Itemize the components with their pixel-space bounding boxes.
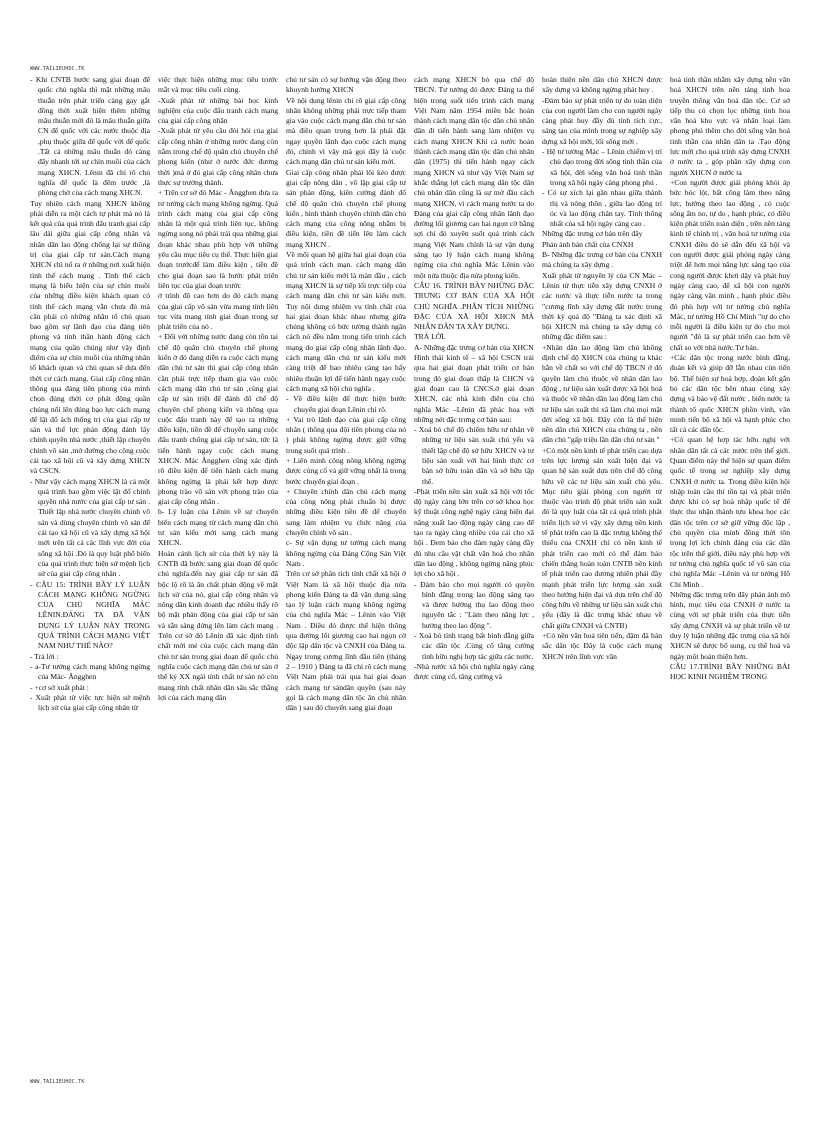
paragraph: - a-Tư tưởng cách mạng không ngừng của Mác- Ăngghen (30, 661, 150, 682)
column-2 (158, 75, 278, 1075)
paragraph: -Xuất phát từ yêu cầu đòi hỏi của giai cấp công nhân ở những nước đang còn nằm trong chế độ quân chủ chuyên chế phong kiến (như ở nước đức đương thời )mà ở đó giai cấp công nhân chưa thực sự trưởng thành. (158, 126, 278, 187)
paragraph: + Vai trò lãnh đạo của giai cấp công nhân ( thông qua đội tiên phong của nó ) phải không ngừng được giữ vững trong suốt quá trình . (286, 414, 406, 455)
paragraph: hoá tinh thần nhằm xây dựng nền văn hoá XHCN trên nền tảng tinh hoa truyền thống văn hoá dân tộc. Cơ sở tiếp thu có chọn lọc những tinh hoa văn hoá khu vực và nhân loại làm phong phú thêm cho đời sống văn hoá tinh thần của nhân dân ta .Tạo động lực mới cho quá trình xây dựng CNXH ở nước ta , góp phần xây dựng con người XHCN ở nước ta (670, 75, 790, 177)
paragraph: việc thực hiện những mục tiêu trước mắt và mục tiêu cuối cùng. (158, 75, 278, 95)
paragraph: c- Sự vận dụng tư tưởng cách mạng không ngừng của Đảng Cộng Sản Việt Nam . (286, 538, 406, 568)
paragraph: +Có nền văn hoá tiên tiến, đậm đà bản sắc dân tộc Đây là cuộc cách mạng XHCN trên lĩnh vực văn (542, 631, 662, 661)
paragraph: - Trả lời : (30, 651, 59, 661)
paragraph: - Hệ tư tưởng Mác – Lênin chiếm vị trí chủ đạo trong đời sống tinh thần của xã hội, đời sống văn hoá tinh thần trong xã hội ngày càng phong phú . (542, 147, 662, 187)
paragraph: - Xuất phát từ việc tực hiện sứ mệnh lịch sử của giai cấp công nhân từ (30, 692, 150, 713)
paragraph: + Liên minh công nông không ngừng được củng cố và giữ vững nhất là trong bước chuyển giai đoạn . (286, 455, 406, 486)
paragraph: - Xoá bỏ tình trạng bất bình đẳng giữa các dân tộc .Củng cố tăng cường tình hữu nghị hợp tác giữa các nước. (414, 631, 534, 661)
paragraph: b- Lý luận của Lênin về sự chuyển biến cách mạng từ cách mạng dân chủ tư sản kiểu mới sang cách mạng XHCN. (158, 507, 278, 548)
paragraph: Hình thái kinh tế – xã hội CSCN trải qua hai giai đoạn phát triển cơ bản trong đó giai đoạn thấp là CHCN và giai đoạn cao là CNCS.ở giai đoạn XHCN, các nhà kinh điển của chủ nghĩa Mác –Lênin đã phác hoạ với những nét đặc trưng cơ bản sau: (414, 353, 534, 424)
paragraph: + Trên cơ sở đó Mác - Ăngghen đưa ra tư tưởng cách mạng không ngừng. Quá trình cách mạng của giai cấp công nhân là một quá trình liên tục, không ngừng song nó phải trải qua những giai đoạn khác nhau phù hợp với những yêu cầu mục tiêu cụ thể. Thực hiện giai đoạn trướcđể làm điều kiện , tiền đề cho giai đoạn sau là bước phát triển liên tục của giai đoạn trước (158, 188, 278, 290)
paragraph: Về mối quan hệ giữa hai giai đoạn của quá trình cách mạn. cách mạng dân chủ tư sản kiểu mới là màn đầu , cách mạng XHCN là sự tiếp lối trực tiếp của cách mạng dân chủ tư sản kiểu mới. Tuy nội dung nhiệm vụ tính chất của hai giai đoạn khác nhau nhưng giữa chúng không có bức tường thành ngăn cách nó đều nằm trong tiến trình cách mạng do giai cấp công nhân lãnh đạo. cách mạng dân chủ tư sản kiểu mới càng triệt để bao nhiêu càng tạo bấy nhiêu thuận lợi để tiến hành ngay cuộc cách mạng xã hội chủ nghĩa . (286, 250, 406, 393)
paragraph: -Nhà nước xã hội chủ nghĩa ngày càng được củng cố, tăng cường và (414, 661, 534, 682)
paragraph: Về nội dung lênin chỉ rõ giai cấp công nhân không những phải trực tiếp tham gia vào cuộc cách mạng dân chủ tư sản mà điều quan trọng hơn là phải đặt ngay quyền lãnh đạo cuộc cách mạng đó, chính vì vậy mà gọi đây là cuộc cách mạng dân chủ tư sản kiểu mới. (286, 95, 406, 167)
paragraph: + Đối với những nước đang còn tồn tại chế độ quân chủ chuyên chế phong kiến ở đó đang diễn ra cuộc cách mạng dân chủ tư sản thì giai cấp công nhân cần phải trực tiếp tham gia vào cuộc cách mạng dân chủ tư sản ,cùng giai cấp tư sản triệt để đánh đổ chế độ chuyên chế phong kiến và thông qua cuộc đấu tranh này để tạo ra những điều kiện, tiền đề để chuyển sang cuộc đấu tranh chống giai cấp tư sản, tức là tiến hành ngay cuộc cách mạng XHCN. Mác Ăngghen cũng xác định rõ điều kiện để tiến hành cách mạng không ngừng là phải kết hợp được phong trào vô sản với phong trào của giai cấp công nhân . (158, 332, 278, 507)
paragraph: -Xuất phát từ những bài học kinh nghiệm của cuộc đấu tranh cách mạng của giai cấp công nhân (158, 95, 278, 126)
paragraph: Giai cấp công nhân phải lôi kéo được giai cấp nông dân , vô lập giai cấp tư sản phản động, kiên cường đánh đổ chế độ quân chủ chuyên chế phong kiến , hình thành chuyên chính dân chủ cách mạng của công nông nhằm bị điều kiện, tiền đề tiến lên làm cách mạng XHCN . (286, 167, 406, 249)
paragraph: Trên cơ sở phân tích tính chất xã hội ở Việt Nam là xã hội thuộc địa nửa phong kiến Đảng ta đã vận dụng sáng tạo lý luận cách mạng không ngừng của chủ nghĩa Mác – Lênin vào Việt Nam . Điều đó được thể hiện thông qua đường lối giương cao hai ngọn cờ độc lập dân tộc và CNXH của Đảng ta. Ngay trong cương lĩnh đầu tiên (tháng 2 – 1910 ) Đảng ta đã chỉ rõ cách mạng Việt Nam phải trải qua hai giai đoạn cách mạng tư sảndân quyền (sau này gọi là cách mạng dân tộc ân chủ nhân dân ) sau đó chuyển sang giai đoạn (286, 569, 406, 713)
paragraph: B- Những đặc trưng cơ bản của CNXH mà chúng ta xây dựng . (542, 250, 662, 270)
paragraph: Những đặc trưng cơ bản trên đây (542, 229, 643, 239)
paragraph: Tuy nhiên cách mạng XHCN không phải diễn ra một cách tự phát mà nó là kết quả của quá trình đấu tranh giai cấp lâu dài giữa giai cấp công nhân và nhân dân lao động chống lại sự thống trị của giai cấp tư sản.Cách mạng XHCN chỉ nổ ra ở những nơi xuất hiện tình thế cách mạng . Tình thế cách mạng là biểu hiện của sự chín muồi của những điều kiện khách quan có tính thế cách mạng vẫn chưa đủ mà cần phải có những nhân tố chủ quan bao gồm sự lãnh đạo của đảng tiên phong và tính thần hành động cách mạng của quần chúng như vậy định điểm của sự chín muồi của những nhân tố khách quan và chủ quan sẽ dựa đến thời cơ cách mạng. Giai cấp công nhân thông qua đảng tiên phong của mình chọn đúng thời cơ phát động quần chúng nổi lên đúng bạo lực cách mạng để lật đổ ách thống trị của giai cấp tư sản và thể lực phản động đánh lấy chính quyền nhà nước ,thiết lập chuyên chính vô sản ,mở đường cho công cuộc cải tạo xã hội cũ và xây dựng XHCN và CSCN. (30, 198, 150, 476)
watermark-top: WWW.TAILIEUHOC.TK (30, 66, 85, 72)
paragraph: - CÂU 15: TRÌNH BẦY LÝ LUẬN CÁCH MẠNG KHÔNG NGỪNG CỦA CHỦ NGHĨA MÁC LÊNIN.ĐẢNG TA ĐÃ VẬN DỤNG LÝ LUẬN NÀY TRONG QUÁ TRÌNH CÁCH MẠNG VIỆT NAM NHƯ THẾ NÀO? (30, 579, 150, 651)
watermark-bottom: WWW.TAILIEUHOC.TK (30, 1079, 85, 1085)
paragraph: CÂU 16. TRÌNH BÀY NHỮNG ĐẶC TRƯNG CƠ BẢN CỦA XÃ HỘI CHỦ NGHĨA .PHÂN TÍCH NHỮNG ĐẶC CỦA XÃ HỘI XHCN MÀ NHÂN DÂN TA XÂY DỰNG. (414, 280, 534, 332)
paragraph: Phản ánh bản chất của CNXH (542, 239, 634, 249)
column-3 (286, 75, 406, 1075)
paragraph: Hoàn cảnh lịch sử của thời kỳ này là CNTB đã bước sang giai đoạn đế quốc chủ nghĩa.đến nay giai cấp tư sản đã bộc lộ rõ là ăn chất phản động về mặt lịch sử của nó, giai cấp công nhân và nông dân kinh doanh đạc nhiều thấy rõ bộ mặt phản động của giai cấp tư sản và sẵn sàng đứng lên làm cách mạng . Trên cơ sở đó Lênin đã xác định tính chất mới mẻ của cuộc cách mạng dân chủ tư sản trong giai đoạn đế quốc chủ nghĩa cuộc cách mạng dân chủ tư sản ở thế kỷ XX ngài tính chất tư sản nó còn mang tính chất nhân dân sâu sắc thắng lợi của cách mạng dân (158, 548, 278, 702)
paragraph: -Phát triển nền sản xuất xã hội với tốc độ ngày càng lớn trên cơ sở khoa học kỹ thuật công nghệ ngày càng hiện đại năng xuất lao động ngày càng cao để tạo ra ngày càng nhiều của cải cho xã hội . Đem bảo cho đảm ngày càng đầy đủ nhu cầu vật chất văn hoá cho nhân dân lao động , không ngừng nâng phúc lợi cho xã hội . (414, 486, 534, 579)
paragraph: -Đảm bảo sự phát triển tự do toàn diện của con người làm cho con người ngày càng phát huy đầy đủ tính tích cực, sáng tạo của mình trong sự nghiệp xây dựng xã hội mới, lối sống mới . (542, 95, 662, 146)
paragraph: Xuất phát từ nguyên lý của CN Mác – Lênin từ thực tiễn xây dựng CNXH ở các nước và thực tiễn nước ta trong "cương lĩnh xây dựng đất nước trong thời kỳ quá độ "Đảng ta xác định xã hội XHCN mà chúng ta xây dựng có những đặc điểm sau : (542, 270, 662, 342)
column-6 (670, 75, 790, 1075)
paragraph: - Về điều kiện để thực hiện bước chuyển giai đoạn Lênin chỉ rõ. (286, 394, 406, 414)
column-5 (542, 75, 662, 1075)
paragraph: +Nhân dân lao động làm chủ không định chế độ XHCN của chúng ta khác hẳn về chất so với chế độ TBCN ở đó quyền làm chủ thuộc về nhân dân lao động , tư liệu sản xuất được xã hội hoá và thuộc về nhân dân lao động làm chủ tư liệu sản xuất thì xã làm chủ mọi mặt đời sống xã hội. Đây còn là thể hiện nền dân chủ XHCN của chúng ta , nền dân chủ "gấp triệu lần dân chủ tư sản " (542, 342, 662, 445)
paragraph: A- Những đặc trưng cơ bản của XHCN (414, 342, 534, 352)
document-columns (30, 75, 790, 1075)
column-1 (30, 75, 150, 1075)
paragraph: +Có quan hệ hợp tác hữu nghị với nhân dân tất cả các nước trên thế giới. Quan điểm này thể hiện sự quan điểm quốc tế trong sự nghiệp xây dựng CNXH ở nước ta. Trong điều kiện hội nhập toàn cầu thì tồn tại và phát triển được khi có sự hoà nhập quốc tế để thực thu nhận thành tựu khoa học các dân tộc trên cơ sở giữ vững độc lập , chủ quyền của mình đồng thời tôn trọng lợi ích chính đáng của các dân tộc trên thế giới, điều này phù hợp với tư tưởng chủ nghĩa quốc tế vô sản của chủ nghĩa Mác –Lênin và tư tưởng Hồ Chí Minh . (670, 435, 790, 589)
paragraph: - Khi CNTB bước sang giai đoạn đế quốc chủ nghĩa thì mặt những mâu thuẫn trên phát triển càng gay gắt đồng thời xuất hiện thêm những mâu thuẫn mới đó là mâu thuẫn giữa CN đế quốc với các nước thuộc địa ,phụ thuộc giữa đế quốc với đế quốc .Tất cả những mâu thuẫn đó càng đẩy nhanh tới sự chín muồi của cách mạng XHCN. Lênin đã chỉ rõ chủ nghĩa đế quốc là đêm trước ,là phòng chờ của cách mạng XHCN. (30, 75, 150, 198)
paragraph: - Như vậy cách mạng XHCN là cả một quá trình bao gồm việc lật đổ chính quyền nhà nước của giai cấp tư sản . Thiết lập nhà nước chuyên chính vô sản và dùng chuyên chính vô sản để cải tạo xã hội cũ và xây dựng xã hội mới trên tất cả các lĩnh vực đời của sống xã hội .Đó là quy luật phổ biến của quá trình thực hiện sứ mệnh lịch sử của giai cấp công nhân . (30, 476, 150, 579)
paragraph: CÂU 17.TRÌNH BẦY NHỮNG BÀI HỌC KINH NGHIỆM TRONG (670, 661, 790, 682)
paragraph: chủ tư sản có sự hướng vận động theo khuynh hướng XHCN (286, 75, 406, 95)
paragraph: cách mạng XHCN bỏ qua chế độ TBCN. Tư tưởng đó được Đảng ta thể hiện trong suốt tiến trình cách mạng Việt Nam năm 1954 miền bắc hoàn thành cách mạng dân tộc dân chủ nhân dân đi tiến hành sang làm nhiệm vụ cách mạng XHCN Khi cả nước hoàn thành cách mạng dân tộc dân chủ nhân dân (1975) thì tiến hành ngay cách mạng XHCN và như vậy Việt Nam sự khắc thắng lợi cách mạng dân tộc dân chủ nhân dân cũng là sự mở đầu cách mạng XHCN, vì cách mạng nước ta do Đảng của giai cấp công nhân lãnh đạo đường lối giương cao hai ngọn cờ bằng sợi chỉ đỏ xuyên suốt quá trình cách mạng Việt Nam chính là sự vận dụng sáng tạo lý luận cách mạng không ngừng của chủ nghĩa Mác Lênin vào một nửa thuộc địa nửa phong kiến. (414, 75, 534, 280)
paragraph: ở trình độ cao hơn do đó cách mạng của giai cấp vô sản vừa mang tính liên tục vừa mang tính giai đoạn trong sự phát triển của nó . (158, 291, 278, 332)
paragraph: - Có sự xích lại gần nhau giữa thành thị và nông thôn , giữa lao động trí óc và lao động chân tay. Tính thống nhất của xã hội ngày càng cao . (542, 188, 662, 229)
paragraph: hoàn thiện nền dân chủ XHCN được xây dựng và không ngừng phát huy . (542, 75, 662, 95)
paragraph: + Chuyên chính dân chủ cách mạng của công nông phải chuẩn bị được những điều kiện tiền đề để chuyển sang làm nhiệm vụ chức năng của chuyên chính vô sản . (286, 486, 406, 538)
paragraph: - Xoá bỏ chế độ chiếm hữu tư nhân về những tư liệu sản xuất chủ yếu và thiết lập chế độ sở hữu XHCN và tư liệu sản xuất với hai hình thức cơ bản sở hữu toàn dân và sở hữu tập thể. (414, 425, 534, 486)
paragraph: +Có một nền kinh tế phát triển cao dựa trên lực lượng sản xuất hiện đại và quan hệ sản xuất dựa trên chế độ công hữu về các tư liệu sản xuất chủ yếu. Mục tiêu giải phóng con người từ thuộc vào trình độ phát triển sản xuất đó là quy luật của tất cả quá trình phát triển lịch sử vì vậy xây dựng nền kinh tế phát triển cao là đặc trưng không thể thiếu của CNXH chỉ có nền kinh tế phát triển cao mới có thể đảm bảo chiến thắng hoàn toàn CNTB nền kinh tế phát triển cao đương nhiên phải đầy mạnh phát triển lực lượng sản xuất theo hướng hiện đại và dựa trên chế độ công hữu về những tư liệu sản xuất chủ yếu (đây là đặc trưng khác nhau về chất giữa CNXH và CNTB) (542, 445, 662, 630)
paragraph: +Con người được giải phóng khỏi áp bức bóc lột, bất công làm theo năng lực, hưởng theo lao động , có cuộc sống ấm no, tự do , hạnh phúc, có điều kiện phát triển toàn diện , trên nền tảng kinh tế chính trị , văn hoá tư tưởng của CNXH điều đó sẽ dẫn đến xã hội và con người được giải phóng ngày càng triệt để hơn mọi năng lực sáng tạo của cong người được khơi dậy và phát huy ngày càng cao, để xã hội con người ngày càng văn minh , hạnh phúc điều đó phù hợp với tư tưởng chủ nghĩa Mác, tư tưởng Hồ Chí Minh "tự do cho mỗi người là điều kiện tự do cho mọi người "đó là sự phát triển cao hơn về chất so với nhà nước.Tư bản. (670, 177, 790, 352)
paragraph: TRẢ LỜI. (414, 332, 446, 342)
paragraph: Những đặc trưng trên đây phản ánh mô hình, mục tiêu của CNXH ở nước ta cùng với sự phát triển của thực tiễn xây dựng CNXH và sự phát triển về tư duy lý luận những đặc trưng của xã hội XHCN sẽ được bổ sung, cụ thể hoá và ngày một hoàn thiện hơn. (670, 589, 790, 661)
paragraph: - +cơ sở xuất phát : (30, 682, 89, 692)
paragraph: +Các dân tộc trong nước bình đẳng, đoàn kết và giúp đỡ lẫn nhau cùn tiến bộ. Thể hiện sự hoà hợp, đoàn kết gắn bó các dân tộc bên nhau cùng xây dựng và bảo vệ đất nước , biến nước ta thành tổ quốc XHCN phồn vinh, văn minh tiến bộ xã hội và hạnh phúc cho tất cả các dân tộc. (670, 353, 790, 435)
column-4 (414, 75, 534, 1075)
paragraph: - Đảm bảo cho mọi người có quyền bình đẳng trong lao động sáng tạo và được hưởng thụ lao động theo nguyên tắc : "Làm theo năng lực , hưởng theo lao động ". (414, 579, 534, 630)
